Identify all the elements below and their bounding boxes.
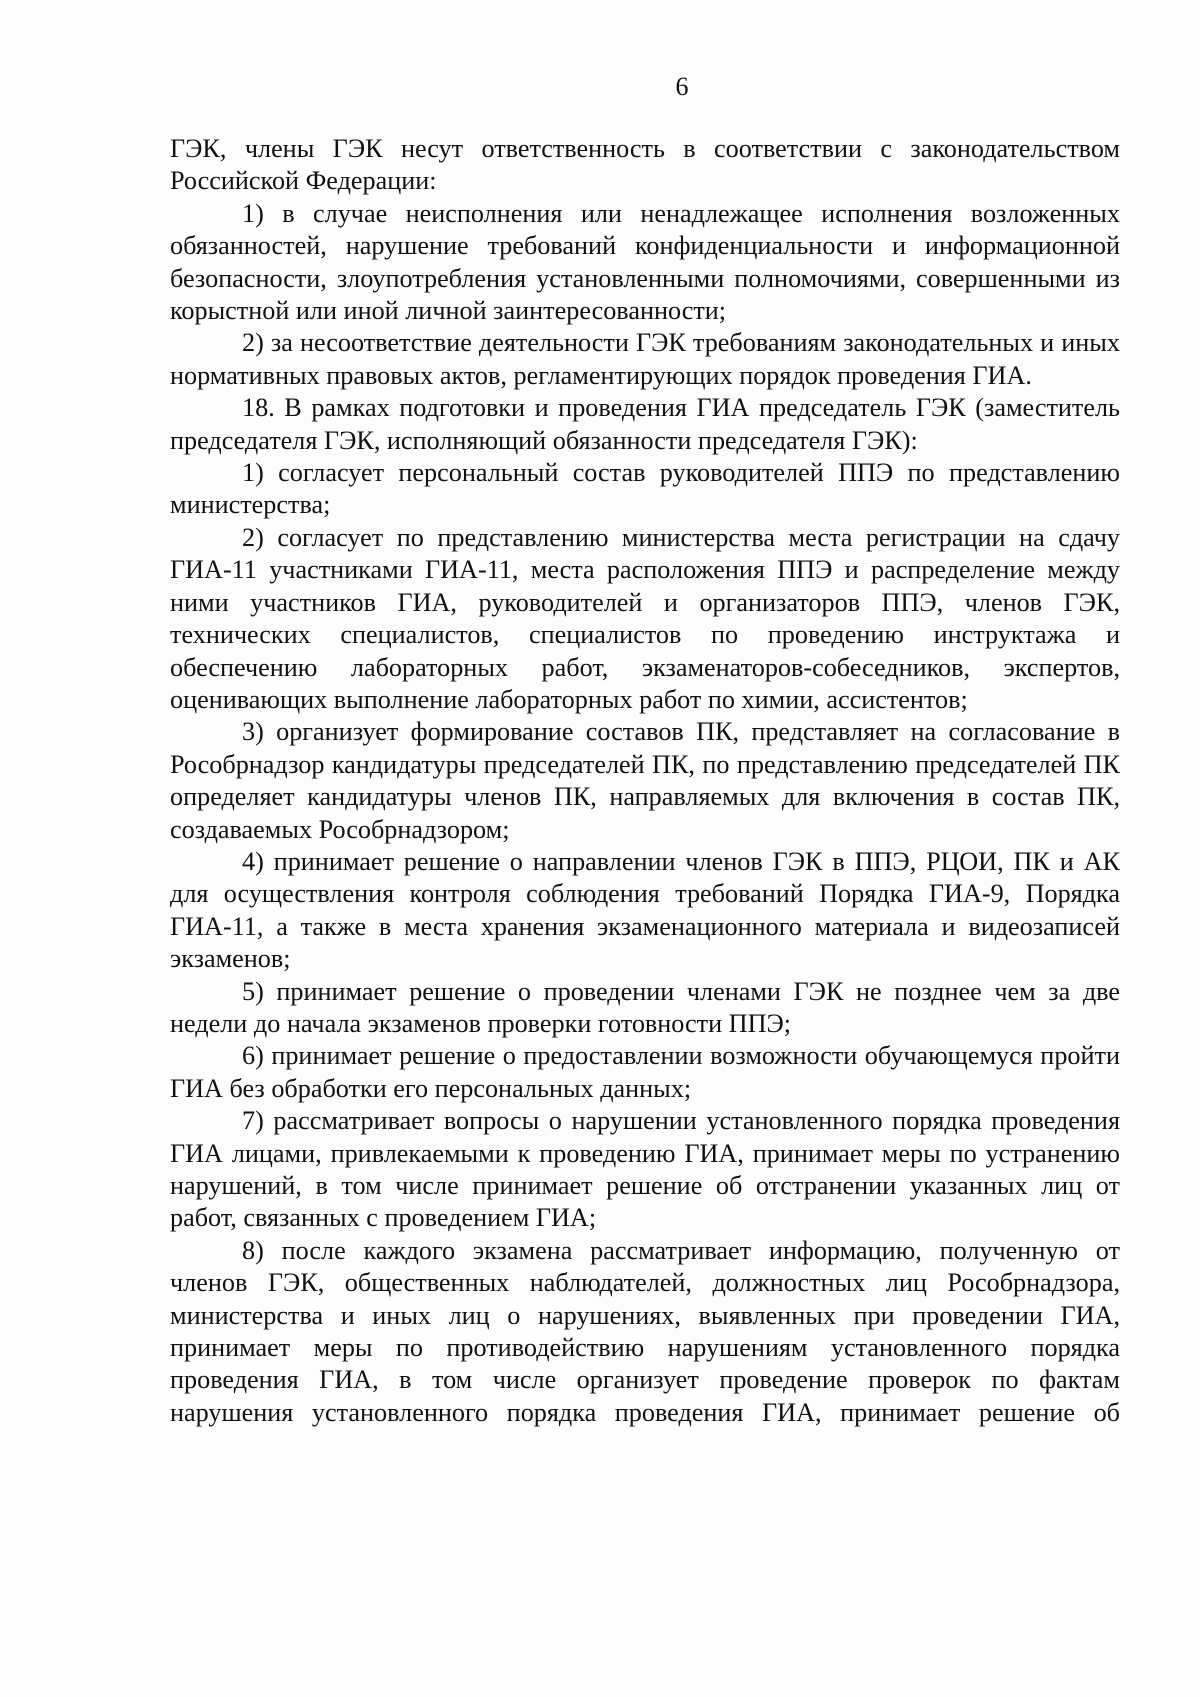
paragraph-section-18: 18. В рамках подготовки и проведения ГИА председатель ГЭК (заместитель председателя ГЭК, исполняющий обязанности председателя ГЭК): [170,393,1120,455]
paragraph-item-18-7: 7) рассматривает вопросы о нарушении установленного порядка проведения ГИА лицами, привлекаемыми к проведению ГИА, принимает меры по устранению нарушений, в том числе принимает решение об отстранении указанных лиц от работ, связанных с проведением ГИА; [170,1106,1120,1233]
page-number: 6 [675,72,689,101]
paragraph-item-18-1: 1) согласует персональный состав руководителей ППЭ по представлению министерства; [170,458,1120,520]
paragraph-item-18-3: 3) организует формирование составов ПК, представляет на согласование в Рособрнадзор кандидатуры председателей ПК, по представлению председателей ПК определяет кандидатуры членов ПК, направляемых для включения в состав ПК, создаваемых Рособрнадзором; [170,717,1120,844]
document-body [170,133,1120,1429]
paragraph-item-18-2: 2) согласует по представлению министерства места регистрации на сдачу ГИА-11 участниками ГИА-11, места расположения ППЭ и распределение между ними участников ГИА, руководителей и организаторов ППЭ, членов ГЭК, технических специалистов, специалистов по проведению инструктажа и обеспечению лабораторных работ, экзаменаторов-собеседников, экспертов, оценивающих выполнение лабораторных работ по химии, ассистентов; [170,522,1120,714]
paragraph-item-18-6: 6) принимает решение о предоставлении возможности обучающемуся пройти ГИА без обработки его персональных данных; [170,1041,1120,1103]
paragraph-item-18-5: 5) принимает решение о проведении членами ГЭК не позднее чем за две недели до начала экзаменов проверки готовности ППЭ; [170,976,1120,1038]
paragraph-item-18-8: 8) после каждого экзамена рассматривает информацию, полученную от членов ГЭК, общественных наблюдателей, должностных лиц Рособрнадзора, министерства и иных лиц о нарушениях, выявленных при проведении ГИА, принимает меры по противодействию нарушениям установленного порядка проведения ГИА, в том числе организует проведение проверок по фактам нарушения установленного порядка проведения ГИА, принимает решение об [170,1235,1120,1427]
paragraph-item-1: 1) в случае неисполнения или ненадлежащее исполнения возложенных обязанностей, нарушение требований конфиденциальности и информационной безопасности, злоупотребления установленными полномочиями, совершенными из корыстной или иной личной заинтересованности; [170,198,1120,326]
paragraph-item-18-4: 4) принимает решение о направлении членов ГЭК в ППЭ, РЦОИ, ПК и АК для осуществления контроля соблюдения требований Порядка ГИА-9, Порядка ГИА-11, а также в места хранения экзаменационного материала и видеозаписей экзаменов; [170,846,1120,974]
paragraph-continuation: ГЭК, члены ГЭК несут ответственность в соответствии с законодательством Российской Федерации: [170,134,1120,196]
paragraph-item-2: 2) за несоответствие деятельности ГЭК требованиям законодательных и иных нормативных правовых актов, регламентирующих порядок проведения ГИА. [170,328,1120,390]
